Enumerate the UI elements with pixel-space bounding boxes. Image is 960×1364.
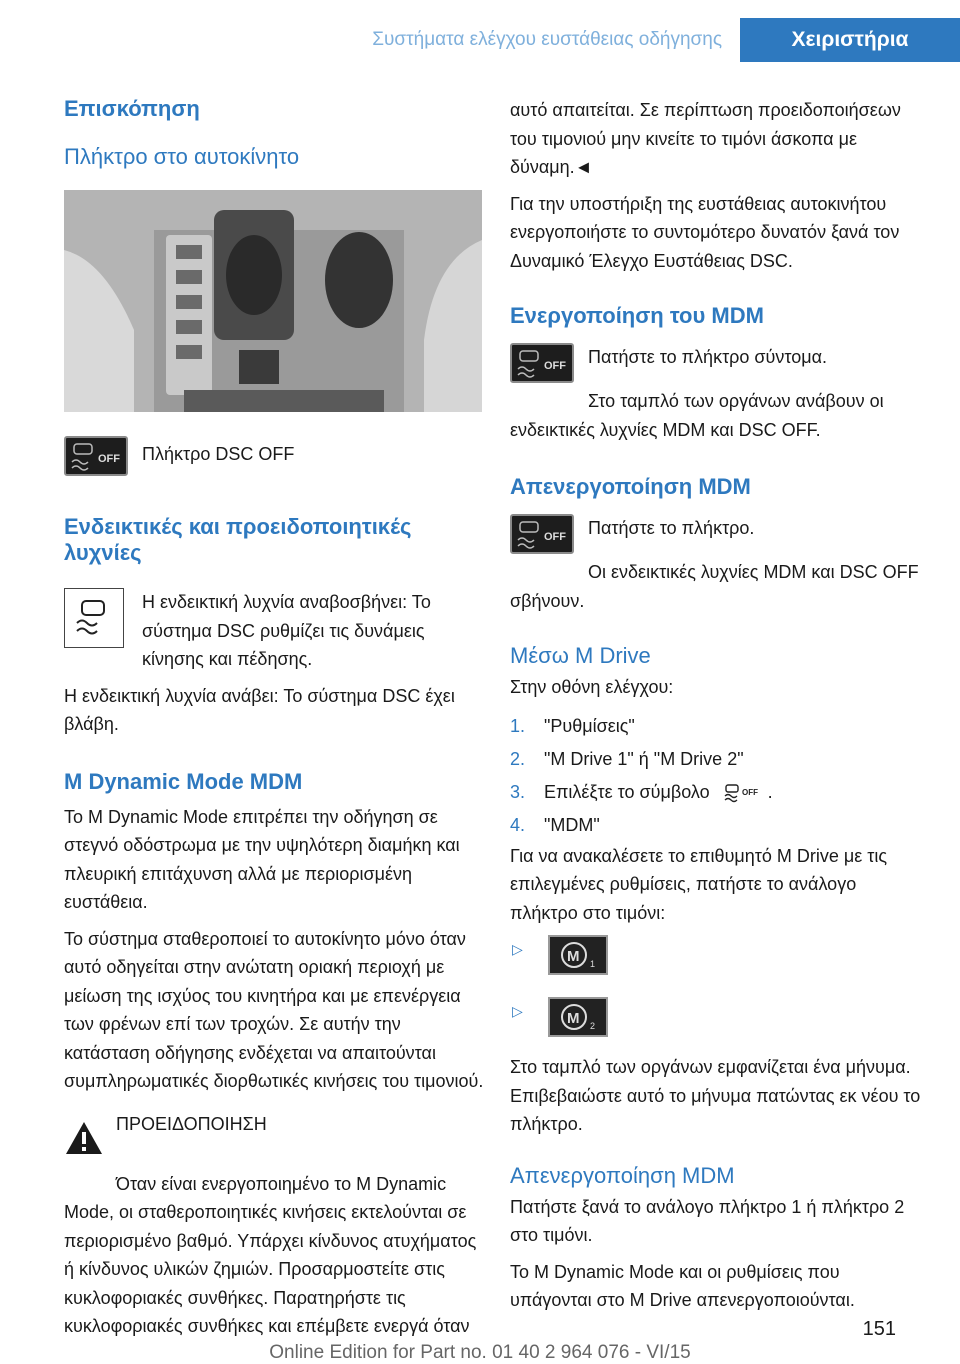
dsc-indicator-icon <box>64 588 124 648</box>
dsc-off-symbol-icon <box>723 783 763 803</box>
mdm-paragraph-1: Το M Dynamic Mode επιτρέπει την οδήγηση σε στεγνό οδόστρωμα με την υψηλότερη διαμήκη και πλευρική επιτάχυνση αλλά με περιορισμένη ευστάθεια. <box>64 806 460 912</box>
deactivate2-paragraph-2: Το M Dynamic Mode και οι ρυθμίσεις που υπάγονται στο M Drive απενεργοποιούνται. <box>510 1261 855 1310</box>
dsc-off-button-icon-2 <box>510 343 574 383</box>
warning-block <box>64 1110 484 1170</box>
dsc-off-label: Πλήκτρο DSC OFF <box>142 444 295 464</box>
deactivate-step-2: Οι ενδεικτικές λυχνίες MDM και DSC OFF σβήνουν. <box>510 562 919 611</box>
footer-edition: Online Edition for Part no. 01 40 2 964 076 - VI/15 <box>269 1342 691 1363</box>
activate-step-1: Πατήστε το πλήκτρο σύντομα. <box>588 347 828 367</box>
indicator-flash-text: Η ενδεικτική λυχνία αναβοσβήνει: Το σύστημα DSC ρυθμίζει τις δυνάμεις κίνησης και πέδησης. <box>142 592 431 669</box>
dsc-off-button-icon <box>64 436 128 476</box>
dsc-off-row <box>64 436 484 484</box>
section-title: Συστήματα ελέγχου ευστάθειας οδήγησης <box>372 29 722 50</box>
heading-indicators: Ενδεικτικές και προειδοποιητικές λυχνίες <box>64 514 412 565</box>
indicator-row <box>64 588 484 674</box>
list-item: 1. "Ρυθμίσεις" <box>510 715 635 736</box>
off-icon-text: OFF <box>544 360 566 372</box>
warning-text: Όταν είναι ενεργοποιημένο το M Dynamic Mode, οι σταθεροποιητικές κινήσεις εκτελούνται σε περιορισμένο βαθμό. Υπάρχει κίνδυνος ατυχήματος ή κίνδυνος υλικών ζημιών. Προσαρμοστείτε στις κυκλοφοριακές συνθήκες. Παρατηρήστε τις κυκλοφοριακές συνθήκες και επέμβετε ενεργά όταν <box>64 1173 477 1336</box>
mdm-paragraph-2: Το σύστημα σταθεροποιεί το αυτοκίνητο μόνο όταν αυτό οδηγείται στην ανώτατη οριακή περιοχή με μείωση της ισχύος του κινητήρα και με επενέργεια των φρένων επί των τροχών. Σε αυτήν την κατάσταση οδήγησης ενδέχεται να απαιτούνται συμπληρωματικές διορθωτικές κινήσεις του τιμονιού. <box>64 928 484 1091</box>
warning-icon <box>64 1118 104 1163</box>
heading-deactivate-mdm: Απενεργοποίηση MDM <box>510 474 751 499</box>
m2-button-icon <box>548 997 608 1037</box>
indicator-lit-text: Η ενδεικτική λυχνία ανάβει: Το σύστημα DSC έχει βλάβη. <box>64 685 455 734</box>
heading-mdm: M Dynamic Mode MDM <box>64 768 303 794</box>
m2-digit: 2 <box>590 1021 596 1031</box>
page-number: 151 <box>862 1318 896 1340</box>
screen-intro: Στην οθόνη ελέγχου: <box>510 677 674 697</box>
heading-deactivate-mdm-2: Απενεργοποίηση MDM <box>510 1162 735 1188</box>
list-item: 4. "MDM" <box>510 814 600 835</box>
support-paragraph: Για την υποστήριξη της ευστάθειας αυτοκινήτου ενεργοποιήστε το συντομότερο δυνατόν ξανά τον Δυναμικό Έλεγχο Ευστάθειας DSC. <box>510 193 900 271</box>
m1-digit: 1 <box>590 959 596 969</box>
deactivate2-paragraph-1: Πατήστε ξανά το ανάλογο πλήκτρο 1 ή πλήκτρο 2 στο τιμόνι. <box>510 1196 905 1245</box>
chapter-tab: Χειριστήρια <box>740 18 960 62</box>
dsc-off-button-icon-3 <box>510 514 574 554</box>
arrow-icon: ▷ <box>512 1003 523 1019</box>
message-paragraph: Στο ταμπλό των οργάνων εμφανίζεται ένα μήνυμα. Επιβεβαιώστε αυτό το μήνυμα πατώντας εκ νέου το πλήκτρο. <box>510 1057 921 1134</box>
activate-step-2: Στο ταμπλό των οργάνων ανάβουν οι ενδεικτικές λυχνίες MDM και DSC OFF. <box>510 391 884 440</box>
activate-row <box>510 343 924 387</box>
heading-button-in-car: Πλήκτρο στο αυτοκίνητο <box>64 144 300 169</box>
deactivate-step-1: Πατήστε το πλήκτρο. <box>588 518 755 538</box>
warning-continuation: αυτό απαιτείται. Σε περίπτωση προειδοποιήσεων του τιμονιού μην κινείτε το τιμόνι άσκοπα με δύναμη.◄ <box>510 100 901 177</box>
page-header <box>0 0 960 62</box>
off-icon-text: OFF <box>544 531 566 543</box>
svg-text:M: M <box>567 948 580 965</box>
heading-via-mdrive: Μέσω M Drive <box>510 643 651 668</box>
arrow-icon: ▷ <box>512 941 523 957</box>
deactivate-row <box>510 514 924 558</box>
heading-activate-mdm: Ενεργοποίηση του MDM <box>510 303 764 328</box>
m1-button-icon <box>548 935 608 975</box>
console-photo <box>64 190 482 412</box>
list-item: 3. Επιλέξτε το σύμβολο OFF . <box>510 781 773 802</box>
m1-row <box>510 935 924 987</box>
recall-paragraph: Για να ανακαλέσετε το επιθυμητό M Drive με τις επιλεγμένες ρυθμίσεις, πατήστε το ανάλογο πλήκτρο στο τιμόνι: <box>510 845 888 923</box>
steps-list <box>510 710 924 842</box>
off-icon-text: OFF <box>98 453 120 465</box>
svg-text:M: M <box>567 1010 580 1027</box>
m2-row <box>510 997 924 1053</box>
list-item: 2. "M Drive 1" ή "M Drive 2" <box>510 748 744 769</box>
left-column <box>64 96 484 1349</box>
heading-overview: Επισκόπηση <box>64 96 200 121</box>
off-icon-text: OFF <box>741 787 758 797</box>
warning-title: ΠΡΟΕΙΔΟΠΟΙΗΣΗ <box>116 1113 267 1134</box>
right-column <box>510 96 924 1323</box>
